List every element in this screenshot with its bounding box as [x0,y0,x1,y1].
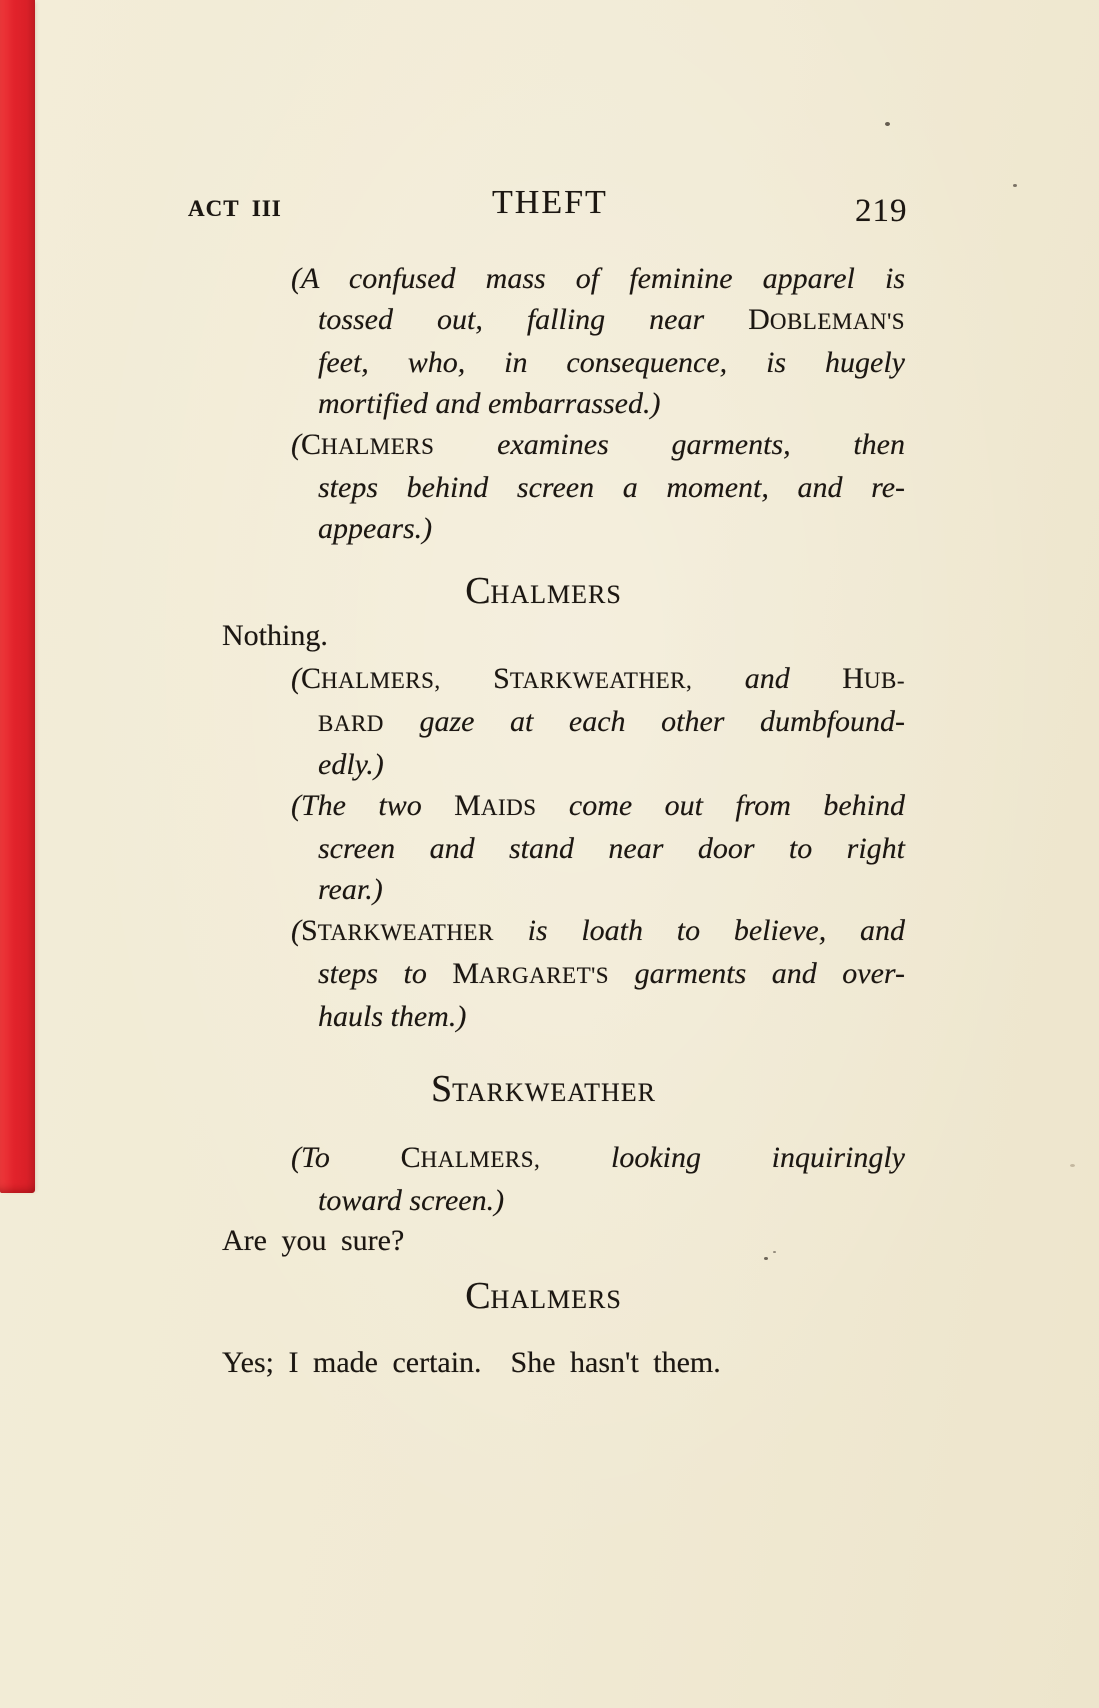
stage-direction-line [222,996,905,1037]
text-segment: steps to [318,957,453,990]
text-segment: appears.) [318,512,433,545]
text-segment: TARKWEATHER [317,920,494,945]
text-segment: examines garments, then [434,428,905,461]
running-header-act: ACT III [188,196,282,221]
text-segment: M [454,789,481,822]
text-segment: C [465,1275,491,1317]
text-segment: TARKWEATHER, [509,668,693,693]
character-heading-starkweather [202,1068,885,1110]
stage-direction-line [222,342,905,383]
stage-direction-block [222,658,905,1037]
text-segment: screen and stand near door to right [318,832,905,865]
text-segment [441,662,493,695]
stage-direction-block [222,1137,905,1221]
text-segment: HALMERS, [420,1147,541,1172]
character-heading-chalmers [202,570,885,612]
text-segment: is loath to believe, and [493,914,905,947]
dialogue-line-are-you-sure: Are you sure? [222,1224,405,1257]
text-segment: mortified and embarrassed.) [318,387,661,420]
text-segment: UB- [863,668,905,693]
text-segment: and [692,662,843,695]
stage-direction-block [222,258,905,549]
text-segment: gaze at each other dumbfound- [383,705,905,738]
scan-speck [764,1257,768,1260]
text-segment: C [301,662,322,695]
text-segment: toward screen.) [318,1184,505,1217]
text-segment: HALMERS [490,580,622,609]
text-segment: C [400,1141,421,1174]
text-segment: ARGARET'S [479,963,610,988]
stage-direction-line [222,1180,905,1221]
text-segment: (A confused mass of feminine apparel is [291,262,905,295]
stage-direction-line [222,258,905,299]
stage-direction-line [222,1137,905,1180]
stage-direction-line [222,701,905,744]
text-segment: edly.) [318,748,384,781]
text-segment: S [301,914,318,947]
text-segment: tossed out, falling near [318,303,749,336]
text-segment: HALMERS [321,434,435,459]
text-segment: ( [291,662,301,695]
stage-direction-line [222,424,905,467]
scan-speck [773,1251,776,1253]
text-segment: feet, who, in consequence, is hugely [318,346,905,379]
text-segment: steps behind screen a moment, and re- [318,471,905,504]
stage-direction-line [222,785,905,828]
stage-direction-line [222,508,905,549]
stage-direction-line [222,299,905,342]
stage-direction-line [222,467,905,508]
text-segment: S [493,662,510,695]
stage-direction-line [222,910,905,953]
character-heading-chalmers [202,1275,885,1317]
scan-speck [885,122,890,126]
red-ribbon-bookmark [0,0,35,1193]
stage-direction-line [222,383,905,424]
text-segment: BARD [318,711,384,736]
text-segment: looking inquiringly [540,1141,905,1174]
text-segment: (To [291,1141,401,1174]
text-segment: come out from behind [536,789,905,822]
text-segment: garments and over- [609,957,905,990]
dialogue-line-nothing: Nothing. [222,619,328,652]
stage-direction-line [222,828,905,869]
stage-direction-line [222,869,905,910]
text-segment: M [452,957,480,990]
text-segment: OBLEMAN'S [769,309,905,334]
running-header-title: THEFT [492,184,608,221]
text-segment: HALMERS [490,1285,622,1314]
text-segment: C [465,570,491,612]
text-segment: C [301,428,322,461]
text-segment: AIDS [480,795,537,820]
text-segment: S [430,1068,453,1110]
dialogue-line-yes-i-made-certain: Yes; I made certain. She hasn't them. [222,1346,721,1379]
stage-direction-line [222,744,905,785]
text-segment: H [842,662,864,695]
text-segment: TARKWEATHER [452,1078,657,1107]
page-number: 219 [855,193,908,229]
scan-speck [1070,1164,1075,1167]
text-segment: D [748,303,770,336]
stage-direction-line [222,658,905,701]
text-segment: ( [291,914,301,947]
scan-speck [1013,184,1017,187]
text-segment: ( [291,428,301,461]
stage-direction-line [222,953,905,996]
text-segment: (The two [291,789,455,822]
text-segment: rear.) [318,873,383,906]
text-segment: HALMERS, [321,668,441,693]
text-segment: hauls them.) [318,1000,467,1033]
